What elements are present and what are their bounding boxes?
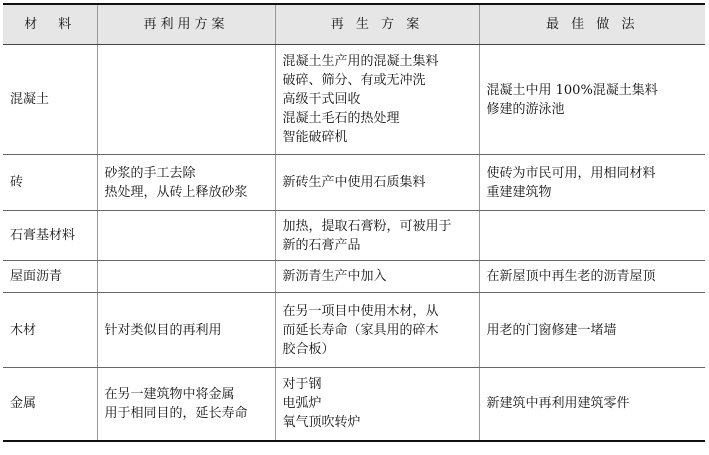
reuse-cell (97, 293, 275, 368)
recycle-line: 新的石膏产品 (282, 237, 361, 253)
material-cell: 木材 (3, 293, 97, 368)
table-row (3, 261, 705, 293)
material-cell: 砖 (3, 155, 97, 211)
best-practice-cell (479, 211, 705, 261)
recycle-cell (275, 45, 479, 155)
reuse-cell (97, 368, 275, 441)
recycle-cell (275, 293, 479, 368)
recycle-line: 在另一项目中使用木材，从 (282, 303, 439, 319)
reuse-line: 用于相同目的，延长寿命 (104, 405, 248, 421)
recycle-line: 而延长寿命（家具用的碎木 (282, 322, 439, 338)
material-cell: 屋面沥青 (3, 261, 97, 293)
material-cell: 混凝土 (3, 45, 97, 155)
reuse-line: 砂浆的手工去除 (104, 165, 196, 181)
recycle-line: 胶合板） (282, 341, 335, 357)
recycle-line: 高级干式回收 (282, 92, 361, 107)
reuse-cell (97, 155, 275, 211)
recycle-line: 氧气顶吹转炉 (282, 415, 361, 431)
reuse-cell (97, 45, 275, 155)
recycle-line: 对于钢 (282, 377, 322, 393)
best-line: 使砖为市民可用，用相同材料 (486, 165, 656, 181)
recycle-line: 智能破碎机 (282, 130, 348, 145)
reuse-line: 在另一建筑物中将金属 (104, 386, 235, 402)
header-material: 材 料 (3, 4, 97, 45)
material-cell: 石膏基材料 (3, 211, 97, 261)
best-line: 混凝土中用 100%混凝土集料 (486, 82, 658, 98)
reuse-cell (97, 211, 275, 261)
recycle-line: 破碎、筛分、有或无冲洗 (282, 73, 426, 88)
table-row (3, 293, 705, 368)
recycle-line: 新砖生产中使用石质集料 (282, 175, 426, 190)
table-row (3, 368, 705, 441)
best-practice-cell (479, 45, 705, 155)
recycle-line: 加热，提取石膏粉，可被用于 (282, 218, 452, 234)
best-line: 用老的门窗修建一堵墙 (486, 322, 617, 338)
best-practice-cell (479, 293, 705, 368)
reuse-line: 热处理，从砖上释放砂浆 (104, 184, 248, 200)
header-reuse: 再利用方案 (97, 4, 275, 45)
header-recycle: 再 生 方 案 (275, 4, 479, 45)
material-cell: 金属 (3, 368, 97, 441)
reuse-line: 针对类似目的再利用 (104, 322, 222, 338)
material-recycling-table (3, 3, 705, 442)
best-practice-cell (479, 368, 705, 441)
recycle-cell (275, 155, 479, 211)
best-practice-cell (479, 261, 705, 293)
best-practice-cell (479, 155, 705, 211)
recycle-cell (275, 368, 479, 441)
header-row (3, 4, 705, 45)
best-line: 修建的游泳池 (486, 101, 565, 117)
reuse-cell (97, 261, 275, 293)
best-line: 在新屋顶中再生老的沥青屋顶 (486, 269, 656, 284)
table-row (3, 155, 705, 211)
header-best-practice: 最 佳 做 法 (479, 4, 705, 45)
recycle-line: 混凝土毛石的热处理 (282, 111, 400, 126)
best-line: 新建筑中再利用建筑零件 (486, 396, 630, 412)
recycle-line: 混凝土生产用的混凝土集料 (282, 54, 439, 69)
best-line: 重建建筑物 (486, 184, 552, 200)
recycle-line: 新沥青生产中加入 (282, 269, 387, 284)
recycle-cell (275, 261, 479, 293)
recycle-line: 电弧炉 (282, 396, 322, 412)
recycle-cell (275, 211, 479, 261)
table-row (3, 45, 705, 155)
table-row (3, 211, 705, 261)
